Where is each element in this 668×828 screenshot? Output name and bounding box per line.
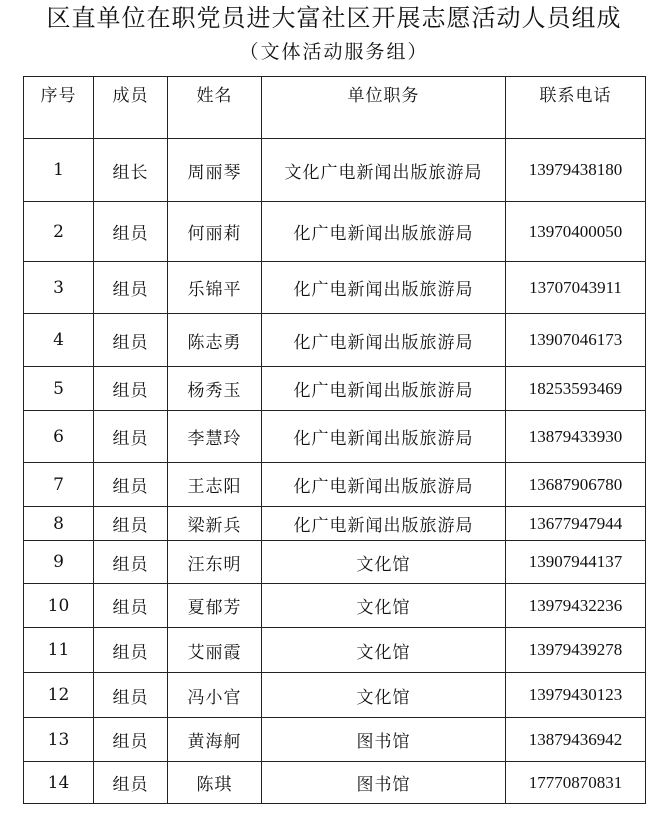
cell-phone: 13979439278 [506, 628, 646, 673]
table-row [24, 262, 646, 314]
cell-phone: 18253593469 [506, 367, 646, 411]
cell-phone: 13879433930 [506, 411, 646, 463]
cell-role: 组员 [94, 718, 168, 762]
cell-name: 汪东明 [168, 541, 262, 584]
cell-index: 13 [24, 718, 94, 762]
cell-index: 14 [24, 762, 94, 804]
header-phone: 联系电话 [506, 77, 646, 139]
cell-unit: 文化馆 [262, 584, 506, 628]
cell-index: 1 [24, 139, 94, 202]
cell-index: 11 [24, 628, 94, 673]
members-table [23, 76, 646, 804]
cell-phone: 13907046173 [506, 314, 646, 367]
cell-role: 组员 [94, 628, 168, 673]
cell-unit: 文化广电新闻出版旅游局 [262, 139, 506, 202]
document-title: 区直单位在职党员进大富社区开展志愿活动人员组成 [46, 4, 622, 32]
table-row [24, 411, 646, 463]
cell-unit: 图书馆 [262, 718, 506, 762]
cell-phone: 13970400050 [506, 202, 646, 262]
cell-unit: 文化馆 [262, 673, 506, 718]
header-unit-position: 单位职务 [262, 77, 506, 139]
cell-unit: 化广电新闻出版旅游局 [262, 262, 506, 314]
cell-unit: 图书馆 [262, 762, 506, 804]
table-row [24, 367, 646, 411]
cell-phone: 13879436942 [506, 718, 646, 762]
table-row [24, 463, 646, 507]
cell-phone: 13687906780 [506, 463, 646, 507]
cell-name: 何丽莉 [168, 202, 262, 262]
cell-unit: 化广电新闻出版旅游局 [262, 202, 506, 262]
cell-phone: 13907944137 [506, 541, 646, 584]
cell-phone: 13677947944 [506, 507, 646, 541]
cell-name: 李慧玲 [168, 411, 262, 463]
table-row [24, 139, 646, 202]
table-header-row [24, 77, 646, 139]
cell-name: 艾丽霞 [168, 628, 262, 673]
cell-unit: 化广电新闻出版旅游局 [262, 411, 506, 463]
cell-role: 组员 [94, 411, 168, 463]
cell-role: 组员 [94, 762, 168, 804]
cell-phone: 17770870831 [506, 762, 646, 804]
cell-role: 组员 [94, 202, 168, 262]
cell-role: 组员 [94, 367, 168, 411]
table-row [24, 314, 646, 367]
cell-name: 周丽琴 [168, 139, 262, 202]
cell-unit: 化广电新闻出版旅游局 [262, 314, 506, 367]
cell-phone: 13979430123 [506, 673, 646, 718]
cell-role: 组员 [94, 673, 168, 718]
cell-unit: 化广电新闻出版旅游局 [262, 507, 506, 541]
cell-index: 4 [24, 314, 94, 367]
cell-index: 9 [24, 541, 94, 584]
cell-phone: 13979432236 [506, 584, 646, 628]
table-row [24, 628, 646, 673]
cell-index: 10 [24, 584, 94, 628]
cell-phone: 13979438180 [506, 139, 646, 202]
cell-index: 5 [24, 367, 94, 411]
cell-name: 乐锦平 [168, 262, 262, 314]
cell-role: 组员 [94, 584, 168, 628]
cell-name: 陈琪 [168, 762, 262, 804]
header-name: 姓名 [168, 77, 262, 139]
cell-index: 3 [24, 262, 94, 314]
table-row [24, 202, 646, 262]
document-subtitle: （文体活动服务组） [239, 41, 429, 63]
cell-name: 夏郁芳 [168, 584, 262, 628]
cell-name: 陈志勇 [168, 314, 262, 367]
cell-role: 组长 [94, 139, 168, 202]
cell-role: 组员 [94, 463, 168, 507]
cell-role: 组员 [94, 314, 168, 367]
cell-index: 7 [24, 463, 94, 507]
table-row [24, 541, 646, 584]
cell-name: 梁新兵 [168, 507, 262, 541]
cell-index: 6 [24, 411, 94, 463]
cell-index: 8 [24, 507, 94, 541]
cell-unit: 文化馆 [262, 541, 506, 584]
table-row [24, 507, 646, 541]
header-index: 序号 [24, 77, 94, 139]
table-row [24, 718, 646, 762]
header-role: 成员 [94, 77, 168, 139]
table-row [24, 584, 646, 628]
cell-role: 组员 [94, 262, 168, 314]
table-row [24, 673, 646, 718]
cell-name: 冯小官 [168, 673, 262, 718]
cell-name: 杨秀玉 [168, 367, 262, 411]
cell-role: 组员 [94, 507, 168, 541]
cell-role: 组员 [94, 541, 168, 584]
cell-name: 王志阳 [168, 463, 262, 507]
table-row [24, 762, 646, 804]
cell-unit: 文化馆 [262, 628, 506, 673]
cell-unit: 化广电新闻出版旅游局 [262, 463, 506, 507]
cell-unit: 化广电新闻出版旅游局 [262, 367, 506, 411]
cell-name: 黄海舸 [168, 718, 262, 762]
cell-index: 12 [24, 673, 94, 718]
cell-phone: 13707043911 [506, 262, 646, 314]
cell-index: 2 [24, 202, 94, 262]
